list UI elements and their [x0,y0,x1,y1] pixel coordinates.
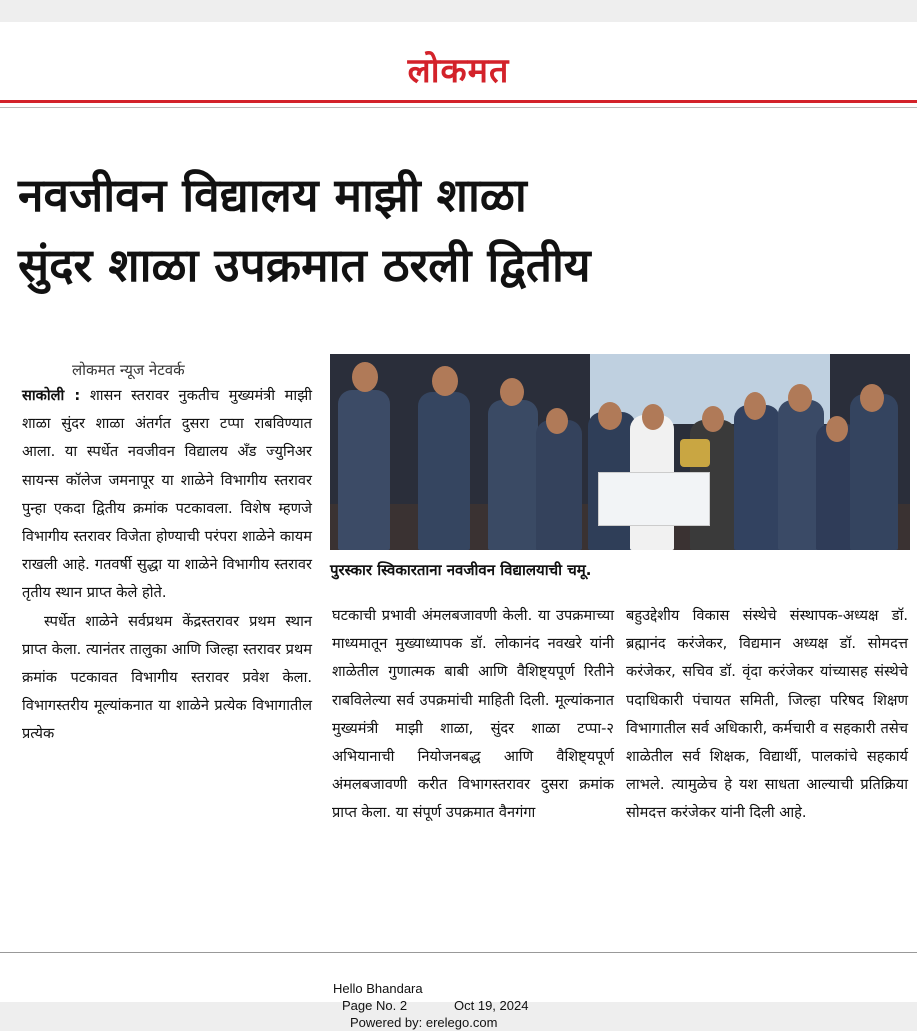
photo-caption: पुरस्कार स्विकारताना नवजीवन विद्यालयाची चमू. [330,561,592,579]
newspaper-clipping [0,22,917,1030]
headline [18,160,908,300]
footer-powered-by: Powered by: erelego.com [350,1015,498,1030]
masthead [0,22,917,102]
masthead-rule [0,100,917,103]
article-column-2: घटकाची प्रभावी अंमलबजावणी केली. या उपक्रमाच्या माध्यमातून मुख्याध्यापक डॉ. लोकानंद नवखरे यांनी शाळेतील गुणात्मक बाबी आणि वैशिष्ट्यपूर्ण रितीने राबविलेल्या सर्व उपक्रमांची माहिती दिली. मूल्यांकनात मुख्यमंत्री माझी शाळा, सुंदर शाळा टप्पा-२ अभियानाची नियोजनबद्ध आणि वैशिष्ट्यपूर्ण अंमलबजावणी करीत विभागस्तरावर दुसरा क्रमांक प्राप्त केला. या संपूर्ण उपक्रमात वैनगंगा [332,607,614,822]
headline-line-1: नवजीवन विद्यालय माझी शाळा [18,168,527,222]
cheque-board [598,472,710,526]
article-column-3: बहुउद्देशीय विकास संस्थेचे संस्थापक-अध्यक्ष डॉ. ब्रह्मानंद करंजेकर, विद्यमान अध्यक्ष डॉ. सोमदत्त करंजेकर, सचिव डॉ. वृंदा करंजेकर यांच्यासह संस्थेचे पदाधिकारी पंचायत समिती, जिल्हा परिषद शिक्षण विभागातील सर्व अधिकारी, कर्मचारी व सहकारी तसेच शाळेतील सर्व शिक्षक, विद्यार्थी, पालकांचे सहकार्य लाभले. त्यामुळेच हे यश साधता आल्याची प्रतिक्रिया सोमदत्त करंजेकर यांनी दिली आहे. [626,607,908,822]
paragraph-2: स्पर्धेत शाळेने सर्वप्रथम केंद्रस्तरावर प्रथम स्थान प्राप्त केला. त्यानंतर तालुका आणि जिल्हा स्तरावर प्रथम क्रमांक पटकावत विभागीय स्तरावर प्रवेश केला. विभागस्तरीय मूल्यांकनात या शाळेने प्रत्येक विभागातील प्रत्येक [22,612,312,743]
lokmat-logo: लोकमत [407,51,510,91]
article-column-1 [22,382,312,749]
masthead-thin-rule [0,107,917,108]
headline-line-2: सुंदर शाळा उपक्रमात ठरली द्वितीय [18,238,591,292]
footer-divider [0,952,917,953]
paragraph-1: शासन स्तरावर नुकतीच मुख्यमंत्री माझी शाळा सुंदर शाळा अंतर्गत दुसरा टप्पा राबविण्यात आला. या स्पर्धेत नवजीवन विद्यालय अँड ज्युनिअर सायन्स कॉलेज जमनापूर या शाळेने विभागीय स्तरावर पुन्हा एकदा द्वितीय क्रमांक पटकावला. विशेष म्हणजे विभागीय स्तरावर विजेता होण्याची परंपरा शाळेने कायम राखली आहे. गतवर्षी सुद्धा या शाळेने विभागीय स्तरावर तृतीय स्थान प्राप्त केले होते. [22,387,313,602]
trophy [680,439,710,467]
dateline: साकोली : [22,387,81,404]
footer-date: Oct 19, 2024 [454,998,529,1013]
footer-edition: Hello Bhandara [333,981,423,996]
footer-page-number: Page No. 2 [342,998,408,1013]
byline: लोकमत न्यूज नेटवर्क [72,361,185,379]
award-photo [330,354,910,550]
